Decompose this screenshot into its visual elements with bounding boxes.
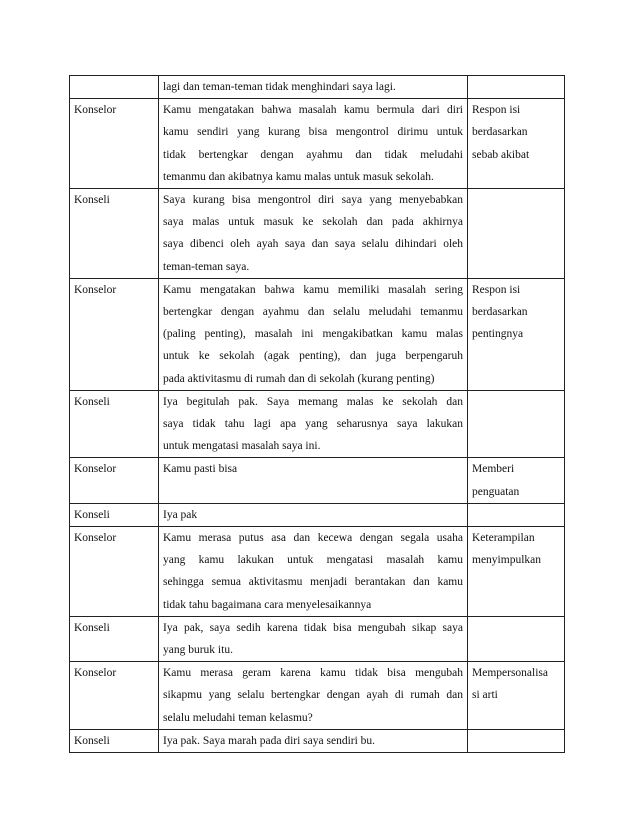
utterance-line: Iya begitulah pak. Saya memang malas ke sekolah dan [163, 395, 463, 408]
utterance-line: yang buruk itu. [163, 644, 233, 657]
utterance-line: Kamu mengatakan bahwa kamu memiliki masalah sering [163, 283, 463, 296]
utterance-line: lagi dan teman-teman tidak menghindari saya lagi. [163, 81, 396, 93]
technique-note-cell [468, 662, 565, 730]
table-body [70, 76, 565, 753]
utterance-cell [159, 189, 468, 279]
table-row [70, 503, 565, 526]
utterance-line: tidak bertengkar dengan ayahmu dan tidak meludahi [163, 148, 463, 161]
utterance-line: sehingga semua aktivitasmu menjadi berantakan dan kamu [163, 576, 463, 589]
technique-note-cell [468, 390, 565, 458]
utterance-cell [159, 458, 468, 503]
technique-note-line: berdasarkan [472, 306, 528, 319]
speaker-cell: Konselor [70, 527, 159, 617]
utterance-line: saya malas untuk masuk ke sekolah dan pada akhirnya [163, 216, 463, 229]
utterance-line: tidak tahu bagaimana cara menyelesaikannya [163, 598, 372, 611]
technique-note-line: si arti [472, 689, 498, 702]
utterance-cell [159, 278, 468, 390]
utterance-line: saya dibenci oleh ayah saya dan saya selalu dihindari oleh [163, 238, 463, 251]
utterance-line: untuk ke sekolah (agak penting), dan juga berpengaruh [163, 350, 463, 363]
speaker-cell: Konselor [70, 662, 159, 730]
speaker-cell: Konselor [70, 458, 159, 503]
technique-note-line: pentingnya [472, 328, 524, 341]
technique-note-line: Memberi [472, 463, 515, 476]
table-row [70, 616, 565, 661]
technique-note-line: Respon isi [472, 104, 521, 117]
utterance-line: untuk mengatasi masalah saya ini. [163, 440, 321, 453]
technique-note-cell [468, 278, 565, 390]
utterance-line: bertengkar dengan ayahmu dan selalu meludahi temanmu [163, 306, 463, 319]
technique-note-line: sebab akibat [472, 148, 530, 161]
technique-note-cell [468, 527, 565, 617]
technique-note-cell [468, 189, 565, 279]
utterance-line: Kamu pasti bisa [163, 463, 238, 476]
table-row [70, 390, 565, 458]
speaker-cell: Konseli [70, 503, 159, 526]
utterance-line: saya tidak tahu lagi apa yang seharusnya saya lakukan [163, 418, 463, 431]
table-row [70, 527, 565, 617]
speaker-cell: Konseli [70, 729, 159, 752]
speaker-cell [70, 76, 159, 99]
table-row [70, 662, 565, 730]
technique-note-line: penguatan [472, 485, 520, 498]
utterance-cell [159, 616, 468, 661]
utterance-line: Kamu merasa putus asa dan kecewa dengan segala usaha [163, 532, 463, 545]
utterance-line: Iya pak [163, 508, 198, 521]
technique-note-line: berdasarkan [472, 126, 528, 139]
technique-note-line: menyimpulkan [472, 554, 541, 567]
table-row [70, 278, 565, 390]
utterance-cell [159, 99, 468, 189]
technique-note-cell [468, 729, 565, 752]
technique-note-cell [468, 458, 565, 503]
utterance-cell [159, 390, 468, 458]
technique-note-line: Keterampilan [472, 532, 535, 545]
utterance-cell [159, 662, 468, 730]
utterance-line: sikapmu yang selalu bertengkar dengan ayah di rumah dan [163, 689, 463, 702]
technique-note-line: Respon isi [472, 283, 521, 296]
utterance-cell [159, 76, 468, 99]
counseling-transcript-table [69, 75, 565, 753]
utterance-line: Kamu mengatakan bahwa masalah kamu bermula dari diri [163, 104, 463, 117]
utterance-cell [159, 503, 468, 526]
utterance-line: Saya kurang bisa mengontrol diri saya yang menyebabkan [163, 194, 463, 207]
utterance-line: temanmu dan akibatnya kamu malas untuk masuk sekolah. [163, 170, 434, 183]
table-row [70, 729, 565, 752]
technique-note-line: Mempersonalisa [472, 667, 549, 680]
utterance-line: pada aktivitasmu di rumah dan di sekolah (kurang penting) [163, 372, 435, 385]
table-row [70, 76, 565, 99]
table-row [70, 99, 565, 189]
technique-note-cell [468, 76, 565, 99]
technique-note-cell [468, 503, 565, 526]
speaker-cell: Konselor [70, 278, 159, 390]
utterance-line: Iya pak, saya sedih karena tidak bisa mengubah sikap saya [163, 621, 463, 634]
utterance-line: kamu sendiri yang kurang bisa mengontrol dirimu untuk [163, 126, 463, 139]
technique-note-cell [468, 99, 565, 189]
utterance-line: Iya pak. Saya marah pada diri saya sendiri bu. [163, 734, 376, 747]
utterance-line: selalu meludahi teman kelasmu? [163, 711, 313, 724]
utterance-line: yang kamu lakukan untuk mengatasi masalah kamu [163, 554, 463, 567]
speaker-cell: Konseli [70, 390, 159, 458]
table-row [70, 189, 565, 279]
utterance-line: teman-teman saya. [163, 260, 250, 273]
utterance-line: (paling penting), masalah ini mengakibatkan kamu malas [163, 328, 463, 341]
technique-note-cell [468, 616, 565, 661]
speaker-cell: Konselor [70, 99, 159, 189]
table-row [70, 458, 565, 503]
utterance-line: Kamu merasa geram karena kamu tidak bisa mengubah [163, 667, 463, 680]
speaker-cell: Konseli [70, 616, 159, 661]
speaker-cell: Konseli [70, 189, 159, 279]
utterance-cell [159, 729, 468, 752]
utterance-cell [159, 527, 468, 617]
